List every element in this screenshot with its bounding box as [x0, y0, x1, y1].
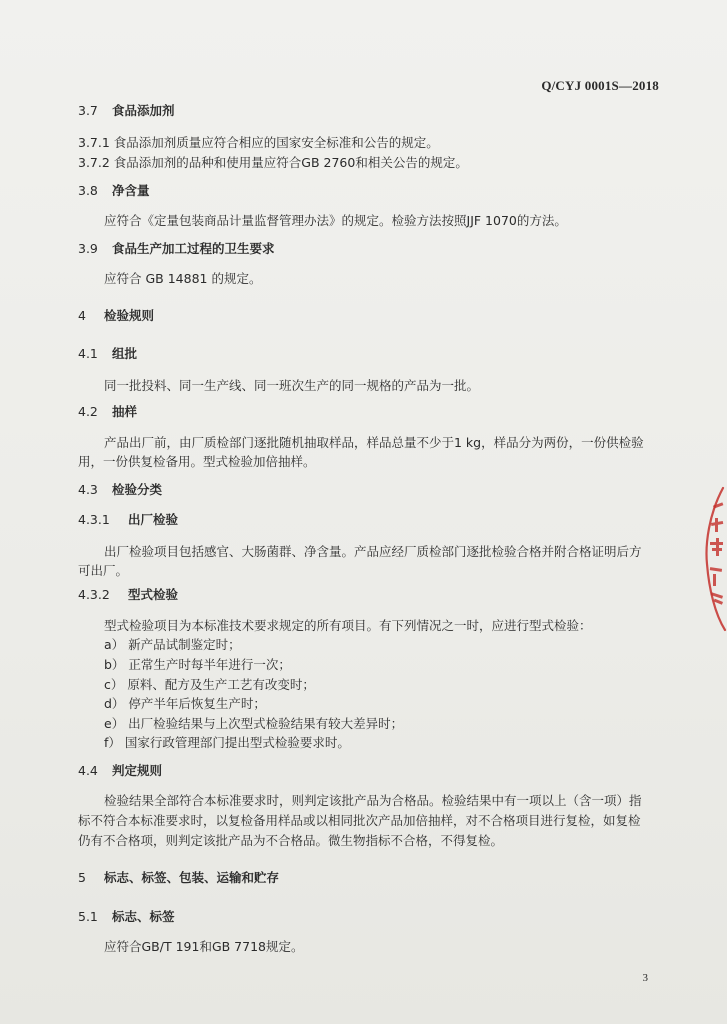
heading-4-3-2: 4.3.2 型式检验 [78, 587, 179, 602]
heading-4-3: 4.3 检验分类 [78, 482, 163, 497]
heading-4-2: 4.2 抽样 [78, 404, 138, 419]
clause-3-7-1: 3.7.1 食品添加剂质量应符合相应的国家安全标准和公告的规定。 [78, 135, 439, 150]
paragraph-4-1: 同一批投料、同一生产线、同一班次生产的同一规格的产品为一批。 [104, 378, 480, 393]
paragraph-4-3-2-intro: 型式检验项目为本标准技术要求规定的所有项目。有下列情况之一时，应进行型式检验： [104, 618, 592, 633]
heading-4: 4 检验规则 [78, 308, 155, 323]
paragraph-4-3-1-line-2: 可出厂。 [78, 563, 129, 578]
paragraph-4-4-line-2: 标不符合本标准要求时，以复检备用样品或以相同批次产品加倍抽样，对不合格项目进行复检，如复检 [78, 813, 641, 828]
paragraph-3-9: 应符合 GB 14881 的规定。 [104, 271, 262, 286]
seal-stamp [697, 484, 727, 634]
paragraph-4-2-line-2: 用，一份供复检备用。型式检验加倍抽样。 [78, 454, 316, 469]
heading-3-9: 3.9 食品生产加工过程的卫生要求 [78, 241, 275, 256]
clause-3-7-2: 3.7.2 食品添加剂的品种和使用量应符合GB 2760和相关公告的规定。 [78, 155, 468, 170]
paragraph-4-3-1-line-1: 出厂检验项目包括感官、大肠菌群、净含量。产品应经厂质检部门逐批检验合格并附合格证明后方 [104, 544, 642, 559]
heading-3-7: 3.7 食品添加剂 [78, 103, 175, 118]
list-item: e） 出厂检验结果与上次型式检验结果有较大差异时； [104, 716, 404, 731]
heading-4-3-1: 4.3.1 出厂检验 [78, 512, 179, 527]
heading-5-1: 5.1 标志、标签 [78, 909, 175, 924]
page-number: 3 [642, 972, 648, 984]
paragraph-3-8: 应符合《定量包装商品计量监督管理办法》的规定。检验方法按照JJF 1070的方法。 [104, 213, 567, 228]
heading-4-1: 4.1 组批 [78, 346, 138, 361]
list-item: c） 原料、配方及生产工艺有改变时； [104, 677, 315, 692]
paragraph-5-1: 应符合GB/T 191和GB 7718规定。 [104, 939, 304, 954]
heading-5: 5 标志、标签、包装、运输和贮存 [78, 870, 280, 885]
list-item: b） 正常生产时每半年进行一次； [104, 657, 291, 672]
list-item: d） 停产半年后恢复生产时； [104, 696, 266, 711]
paragraph-4-4-line-1: 检验结果全部符合本标准要求时，则判定该批产品为合格品。检验结果中有一项以上（含一项）指 [104, 793, 642, 808]
heading-4-4: 4.4 判定规则 [78, 763, 163, 778]
heading-3-8: 3.8 净含量 [78, 183, 150, 198]
list-item: f） 国家行政管理部门提出型式检验要求时。 [104, 735, 350, 750]
list-item: a） 新产品试制鉴定时； [104, 637, 241, 652]
standard-code: Q/CYJ 0001S—2018 [541, 78, 659, 93]
paragraph-4-4-line-3: 仍有不合格项，则判定该批产品为不合格品。微生物指标不合格，不得复检。 [78, 833, 504, 848]
paragraph-4-2-line-1: 产品出厂前，由厂质检部门逐批随机抽取样品，样品总量不少于1 kg，样品分为两份，一份供检验 [104, 435, 644, 450]
